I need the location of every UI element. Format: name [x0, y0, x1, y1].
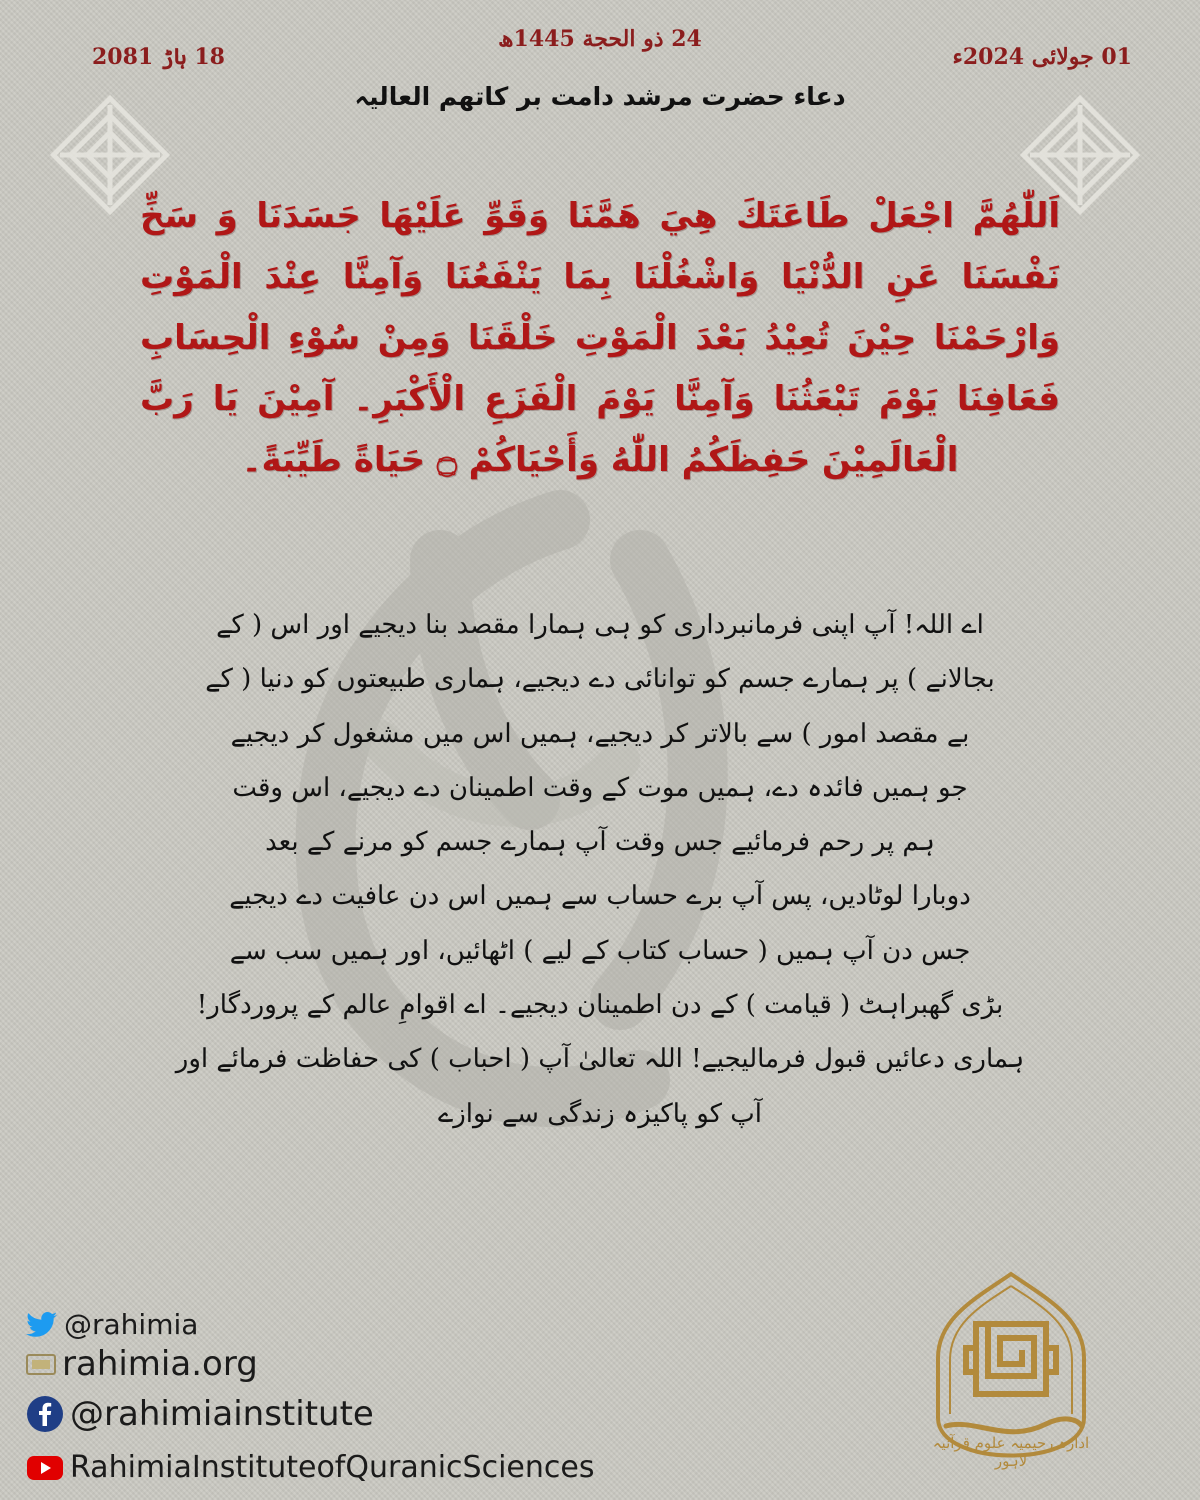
urdu-translation: [175, 598, 1025, 1141]
translation-line: جس دن آپ ہمیں ( حساب کتاب کے لیے ) اٹھائیں، اور ہمیں سب سے: [229, 935, 971, 966]
facebook-handle: @rahimiainstitute: [70, 1394, 374, 1434]
twitter-bird-icon: [26, 1311, 58, 1339]
dua-arabic-text: اَللّٰهُمَّ اجْعَلْ طَاعَتَكَ هِيَ هَمَّنَا وَقَوِّ عَلَيْهَا جَسَدَنَا وَ سَخِّ نَفْسَنَا عَنِ الدُّنْيَا وَاشْغُلْنَا بِمَا يَنْفَعُنَا وَآمِنَّا عِنْدَ الْمَوْتِ وَارْحَمْنَا حِيْنَ تُعِيْدُ بَعْدَ الْمَوْتِ خَلْقَنَا وَمِنْ سُوْءِ الْحِسَابِ فَعَافِنَا يَوْمَ تَبْعَثُنَا وَآمِنَّا يَوْمَ الْفَزَعِ الْأَكْبَرِ۔ آمِيْنَ يَا رَبَّ الْعَالَمِيْنَ حَفِظَكُمُ اللّٰهُ وَأَحْيَاكُمْ ۝ حَيَاةً طَيِّبَةً۔: [140, 196, 1060, 480]
translation-line: بجالانے ) پر ہمارے جسم کو توانائی دے دیجیے، ہماری طبیعتوں کو دنیا ( کے: [205, 664, 995, 695]
twitter-handle: @rahimia: [64, 1308, 199, 1341]
translation-line: بڑی گھبراہٹ ( قیامت ) کے دن اطمینان دیجیے۔ اے اقوامِ عالم کے پروردگار!: [196, 990, 1004, 1021]
logo-subtitle: ادارہ رحیمیہ علوم قرآنیہ لاہور: [932, 1434, 1090, 1470]
translation-line: بے مقصد امور ) سے بالاتر کر دیجیے، ہمیں اس میں مشغول کر دیجیے: [230, 718, 970, 749]
website-url: rahimia.org: [62, 1344, 258, 1384]
date-bikrami: 18 ہاڑ 2081: [92, 44, 225, 70]
facebook-link[interactable]: [26, 1394, 374, 1434]
translation-line: ہماری دعائیں قبول فرمالیجیے! اللہ تعالیٰ آپ ( احباب ) کی حفاظت فرمائے اور: [175, 1044, 1025, 1075]
twitter-link[interactable]: [26, 1308, 198, 1341]
youtube-icon: [26, 1454, 64, 1482]
translation-line: آپ کو پاکیزہ زندگی سے نوازے: [438, 1098, 762, 1129]
website-link[interactable]: [26, 1344, 258, 1384]
facebook-icon: [26, 1395, 64, 1433]
youtube-link[interactable]: [26, 1450, 594, 1485]
knot-ornament-icon: [966, 1324, 1056, 1394]
date-hijri: 24 ذو الحجة 1445ھ: [498, 26, 702, 52]
translation-line: دوبارا لوٹادیں، پس آپ برے حساب سے ہمیں اس دن عافیت دے دیجیے: [229, 881, 971, 912]
youtube-channel: RahimiaInstituteofQuranicSciences: [70, 1450, 595, 1485]
translation-line: ہم پر رحم فرمائیے جس وقت آپ ہمارے جسم کو مرنے کے بعد: [265, 827, 935, 858]
translation-line: جو ہمیں فائدہ دے، ہمیں موت کے وقت اطمینان دے دیجیے، اس وقت: [232, 772, 968, 803]
translation-line: اے اللہ! آپ اپنی فرمانبرداری کو ہی ہمارا مقصد بنا دیجیے اور اس ( کے: [216, 610, 984, 640]
date-gregorian: 01 جولائی 2024ء: [952, 44, 1132, 70]
page-title: دعاء حضرت مرشد دامت بر کاتھم العالیہ: [354, 82, 846, 111]
website-icon: [26, 1352, 56, 1376]
